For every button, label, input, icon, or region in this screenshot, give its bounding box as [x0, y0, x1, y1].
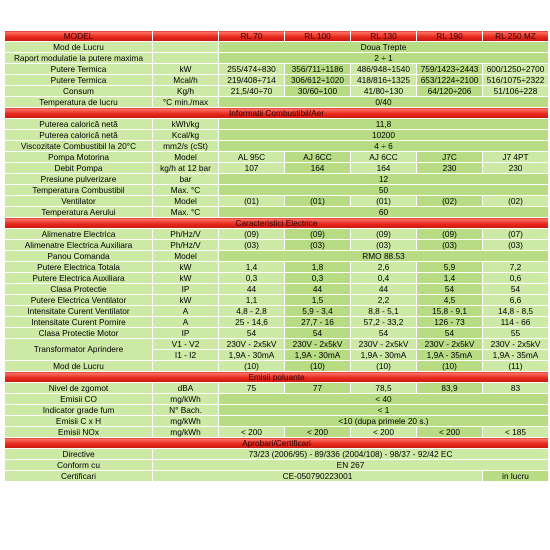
spec-row [5, 42, 549, 53]
spec-value: 653/1224÷2100 [417, 75, 483, 86]
spec-row [5, 284, 549, 295]
certificari-text: CE-050790223001 [153, 471, 483, 482]
transformator-v-value: 230V - 2x5kV [483, 339, 549, 350]
model-name-4: RL 190 [417, 31, 483, 42]
spec-row [5, 240, 549, 251]
spec-row [5, 53, 549, 64]
spec-row [5, 196, 549, 207]
transformator-v-value: 230V - 2x5kV [219, 339, 285, 350]
spec-row [5, 295, 549, 306]
transformator-i-value: 1,9A - 30mA [351, 350, 417, 361]
spec-value: AL 95C [219, 152, 285, 163]
spec-value: 114 - 66 [483, 317, 549, 328]
spec-row [5, 207, 549, 218]
spec-value-span: 12 [219, 174, 549, 185]
spec-row [5, 119, 549, 130]
spec-unit [153, 53, 219, 64]
transformator-v-value: 230V - 2x5kV [285, 339, 351, 350]
spec-value: < 185 [483, 427, 549, 438]
directive-row [5, 449, 549, 460]
section-combustibil [5, 108, 549, 119]
spec-value-span: 10200 [219, 130, 549, 141]
spec-unit: Max. °C [153, 207, 219, 218]
spec-unit: bar [153, 174, 219, 185]
spec-value: 54 [285, 328, 351, 339]
spec-label: Putere Termica [5, 64, 153, 75]
transformator-label: Transformator Aprindere [5, 339, 153, 361]
spec-value: (02) [483, 196, 549, 207]
spec-value: (09) [417, 229, 483, 240]
spec-row [5, 251, 549, 262]
spec-label: Directive [5, 449, 153, 460]
spec-value: 0,4 [351, 273, 417, 284]
spec-unit: IP [153, 284, 219, 295]
spec-row [5, 416, 549, 427]
spec-value: 219/408÷714 [219, 75, 285, 86]
spec-unit: dBA [153, 383, 219, 394]
spec-row [5, 273, 549, 284]
spec-label: Emisii CO [5, 394, 153, 405]
directive-text: 73/23 (2006/95) - 89/336 (2004/108) - 98/37 - 92/42 EC [153, 449, 549, 460]
spec-row [5, 328, 549, 339]
spec-value: 1,8 [285, 262, 351, 273]
spec-value: (11) [483, 361, 549, 372]
spec-value: 255/474÷830 [219, 64, 285, 75]
spec-row [5, 383, 549, 394]
spec-value-span: 60 [219, 207, 549, 218]
spec-value-span: < 40 [219, 394, 549, 405]
spec-value: 1,4 [219, 262, 285, 273]
spec-value-span: 11,8 [219, 119, 549, 130]
spec-value: 2,6 [351, 262, 417, 273]
spec-value: (01) [219, 196, 285, 207]
spec-label: Putere Electrica Auxiliara [5, 273, 153, 284]
spec-value: < 200 [285, 427, 351, 438]
spec-label: Putere Electrica Totala [5, 262, 153, 273]
spec-value: 54 [417, 328, 483, 339]
spec-value: 230 [417, 163, 483, 174]
spec-value: 164 [351, 163, 417, 174]
spec-value-span: 2 ÷ 1 [219, 53, 549, 64]
spec-value: 0,3 [285, 273, 351, 284]
spec-row [5, 152, 549, 163]
spec-label: Panou Comanda [5, 251, 153, 262]
spec-value: 64/120÷206 [417, 86, 483, 97]
spec-value-span: 0/40 [219, 97, 549, 108]
spec-value: 21,5/40÷70 [219, 86, 285, 97]
spec-label: Mod de Lucru [5, 361, 153, 372]
spec-value-span: Doua Trepte [219, 42, 549, 53]
certificari-last: in lucru [483, 471, 549, 482]
conform-text: EN 267 [153, 460, 549, 471]
spec-label: Nivel de zgomot [5, 383, 153, 394]
model-header-label: MODEL [5, 31, 153, 42]
spec-unit: Max. °C [153, 185, 219, 196]
transformator-i-value: 1,9A - 35mA [483, 350, 549, 361]
spec-value: 356/711÷1186 [285, 64, 351, 75]
spec-unit: Ph/Hz/V [153, 229, 219, 240]
spec-value: 30/60÷100 [285, 86, 351, 97]
spec-label: Putere Electrica Ventilator [5, 295, 153, 306]
spec-value: 27,7 - 16 [285, 317, 351, 328]
spec-unit: mg/kWh [153, 394, 219, 405]
spec-row [5, 405, 549, 416]
transformator-i-value: 1,9A - 30mA [285, 350, 351, 361]
spec-label: Temperatura de lucru [5, 97, 153, 108]
spec-value: AJ 6CC [351, 152, 417, 163]
spec-label: Temperatura Aerului [5, 207, 153, 218]
spec-value: 1,4 [417, 273, 483, 284]
spec-value: 75 [219, 383, 285, 394]
spec-label: Debit Pompa [5, 163, 153, 174]
spec-value: (09) [285, 229, 351, 240]
spec-value: (07) [483, 229, 549, 240]
section-aprobari [5, 438, 549, 449]
spec-value: < 200 [351, 427, 417, 438]
spec-value: (01) [285, 196, 351, 207]
spec-label: Conform cu [5, 460, 153, 471]
spec-label: Raport modulatie la putere maxima [5, 53, 153, 64]
spec-value: 77 [285, 383, 351, 394]
spec-row [5, 174, 549, 185]
spec-value: 4,5 [417, 295, 483, 306]
spec-row [5, 229, 549, 240]
spec-value: 6,6 [483, 295, 549, 306]
spec-value: 600/1250÷2700 [483, 64, 549, 75]
spec-value: 1,1 [219, 295, 285, 306]
spec-value: 230 [483, 163, 549, 174]
spec-value: J7 4PT [483, 152, 549, 163]
spec-value: (10) [351, 361, 417, 372]
certificari-row [5, 471, 549, 482]
spec-unit: kg/h at 12 bar [153, 163, 219, 174]
spec-value: 54 [417, 284, 483, 295]
spec-value: (01) [351, 196, 417, 207]
burner-spec-table [4, 30, 549, 482]
spec-value: < 200 [219, 427, 285, 438]
spec-row [5, 163, 549, 174]
spec-label: Alimenatre Electrica [5, 229, 153, 240]
spec-value-span: <10 (dupa primele 20 s.) [219, 416, 549, 427]
mod-lucru-row [5, 361, 549, 372]
spec-row [5, 86, 549, 97]
spec-unit: Kcal/kg [153, 130, 219, 141]
spec-value: (10) [285, 361, 351, 372]
spec-unit: mg/kWh [153, 416, 219, 427]
spec-value: (10) [417, 361, 483, 372]
spec-value: 5,9 [417, 262, 483, 273]
section-electrice [5, 218, 549, 229]
spec-value: 1,5 [285, 295, 351, 306]
spec-label: Certificari [5, 471, 153, 482]
spec-label: Presiune pulverizare [5, 174, 153, 185]
spec-unit: Kg/h [153, 86, 219, 97]
section-emisii [5, 372, 549, 383]
section-aprobari-title: Aprobari/Certificari [5, 438, 549, 449]
spec-value: 164 [285, 163, 351, 174]
spec-value: 54 [219, 328, 285, 339]
spec-unit: mm2/s (cSt) [153, 141, 219, 152]
spec-unit: A [153, 306, 219, 317]
spec-value: 4,8 - 2,8 [219, 306, 285, 317]
spec-value: 2,2 [351, 295, 417, 306]
spec-label: Alimenatre Electrica Auxiliara [5, 240, 153, 251]
spec-value: 14,8 - 8,5 [483, 306, 549, 317]
spec-value: 44 [219, 284, 285, 295]
spec-value: 54 [483, 284, 549, 295]
spec-label: Consum [5, 86, 153, 97]
spec-value: 516/1075÷2322 [483, 75, 549, 86]
spec-label: Mod de Lucru [5, 42, 153, 53]
spec-label: Ventilator [5, 196, 153, 207]
spec-unit: A [153, 317, 219, 328]
spec-value: 55 [483, 328, 549, 339]
spec-row [5, 185, 549, 196]
spec-unit: mg/kWh [153, 427, 219, 438]
spec-value: 8,8 - 5,1 [351, 306, 417, 317]
spec-value: 107 [219, 163, 285, 174]
spec-value: 57,2 - 33,2 [351, 317, 417, 328]
spec-value: 83 [483, 383, 549, 394]
spec-value: J7C [417, 152, 483, 163]
transformator-i-value: 1,9A - 35mA [417, 350, 483, 361]
spec-row [5, 394, 549, 405]
spec-value: 5,9 - 3,4 [285, 306, 351, 317]
spec-value: (03) [285, 240, 351, 251]
spec-value: (10) [219, 361, 285, 372]
spec-value: 759/1423÷2443 [417, 64, 483, 75]
spec-label: Putere Termica [5, 75, 153, 86]
spec-value: 7,2 [483, 262, 549, 273]
section-emisii-title: Emisii poluante [5, 372, 549, 383]
spec-unit: IP [153, 328, 219, 339]
spec-value: 126 - 73 [417, 317, 483, 328]
spec-unit: kW [153, 64, 219, 75]
spec-value-span: < 1 [219, 405, 549, 416]
transformator-v-value: 230V - 2x5kV [351, 339, 417, 350]
spec-value: 25 - 14,6 [219, 317, 285, 328]
spec-row [5, 306, 549, 317]
spec-value: (03) [483, 240, 549, 251]
spec-label: Viscozitate Combustibil la 20°C [5, 141, 153, 152]
model-name-2: RL 100 [285, 31, 351, 42]
spec-value: AJ 6CC [285, 152, 351, 163]
spec-unit: kWh/kg [153, 119, 219, 130]
transformator-i-value: 1,9A - 30mA [219, 350, 285, 361]
spec-row [5, 427, 549, 438]
spec-value: 83,9 [417, 383, 483, 394]
spec-label: Clasa Protectie Motor [5, 328, 153, 339]
model-name-1: RL 70 [219, 31, 285, 42]
spec-unit [153, 361, 219, 372]
spec-value-span: 4 ÷ 6 [219, 141, 549, 152]
spec-value: (03) [351, 240, 417, 251]
spec-value: 486/948÷1540 [351, 64, 417, 75]
model-header-row [5, 31, 549, 42]
transformator-unit-i: I1 - I2 [153, 350, 219, 361]
spec-value: 41/80÷130 [351, 86, 417, 97]
spec-label: Temperatura Combustibil [5, 185, 153, 196]
model-name-5: RL 250 MZ [483, 31, 549, 42]
spec-unit: kW [153, 273, 219, 284]
spec-value: 44 [351, 284, 417, 295]
section-combustibil-title: Informatii Combustibil/Aer [5, 108, 549, 119]
spec-value: (03) [417, 240, 483, 251]
spec-label: Intensitate Curent Pornire [5, 317, 153, 328]
section-electrice-title: Caracteristici Electrice [5, 218, 549, 229]
spec-label: Emisii C x H [5, 416, 153, 427]
spec-unit: °C min./max [153, 97, 219, 108]
spec-value: (03) [219, 240, 285, 251]
unit-header-cell [153, 31, 219, 42]
spec-row [5, 141, 549, 152]
spec-unit [153, 42, 219, 53]
transformator-unit-v: V1 - V2 [153, 339, 219, 350]
spec-row [5, 130, 549, 141]
spec-value: 44 [285, 284, 351, 295]
spec-unit: kW [153, 262, 219, 273]
spec-unit: Model [153, 196, 219, 207]
spec-value: (02) [417, 196, 483, 207]
spec-unit: N° Bach. [153, 405, 219, 416]
spec-unit: Model [153, 152, 219, 163]
spec-value: < 200 [417, 427, 483, 438]
spec-row [5, 75, 549, 86]
spec-value: 15,8 - 9,1 [417, 306, 483, 317]
transformator-v-value: 230V - 2x5kV [417, 339, 483, 350]
spec-value: (09) [351, 229, 417, 240]
spec-row [5, 262, 549, 273]
spec-label: Puterea calorică netă [5, 119, 153, 130]
spec-value: 0,3 [219, 273, 285, 284]
spec-label: Intensitate Curent Ventilator [5, 306, 153, 317]
spec-row [5, 317, 549, 328]
spec-value-span: RMO 88.53 [219, 251, 549, 262]
spec-unit: Ph/Hz/V [153, 240, 219, 251]
spec-unit: kW [153, 295, 219, 306]
spec-value: 0,6 [483, 273, 549, 284]
spec-value: 51/106÷228 [483, 86, 549, 97]
spec-value: 78,5 [351, 383, 417, 394]
spec-label: Indicator grade fum [5, 405, 153, 416]
spec-value: (09) [219, 229, 285, 240]
spec-value: 306/612÷1020 [285, 75, 351, 86]
spec-row [5, 64, 549, 75]
model-name-3: RL 130 [351, 31, 417, 42]
transformator-row-v [5, 339, 549, 350]
spec-unit: Model [153, 251, 219, 262]
spec-label: Emisii NOx [5, 427, 153, 438]
spec-label: Puterea calorică netă [5, 130, 153, 141]
conform-row [5, 460, 549, 471]
spec-unit: Mcal/h [153, 75, 219, 86]
spec-value-span: 50 [219, 185, 549, 196]
spec-label: Clasa Protectie [5, 284, 153, 295]
spec-value: 54 [351, 328, 417, 339]
spec-value: 418/816÷1325 [351, 75, 417, 86]
spec-label: Pompa Motorina [5, 152, 153, 163]
spec-row [5, 97, 549, 108]
